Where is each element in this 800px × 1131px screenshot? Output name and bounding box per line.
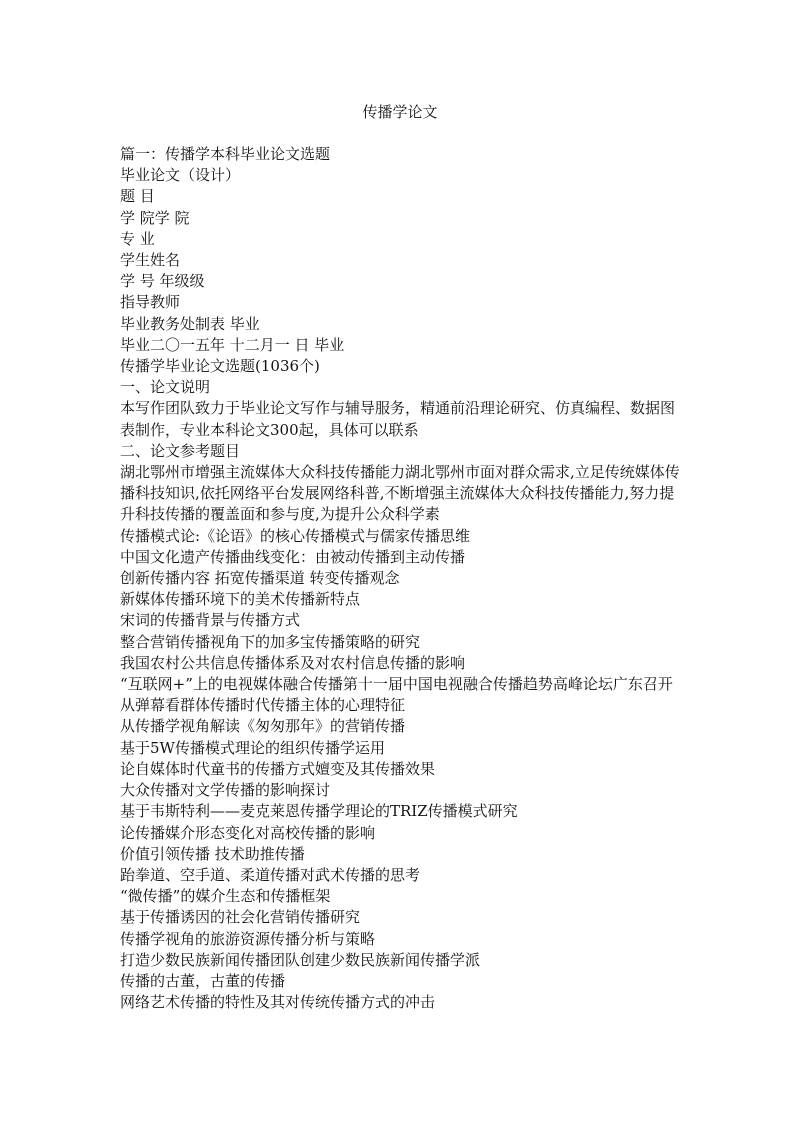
text-line: 指导教师 bbox=[120, 293, 181, 312]
topic-item: 打造少数民族新闻传播团队创建少数民族新闻传播学派 bbox=[120, 950, 481, 969]
topic-item: 基于5W传播模式理论的组织传播学运用 bbox=[120, 738, 385, 757]
section-heading: 一、论文说明 bbox=[120, 378, 211, 397]
text-line: 学生姓名 bbox=[120, 251, 181, 270]
topic-item: 我国农村公共信息传播体系及对农村信息传播的影响 bbox=[120, 653, 466, 672]
topic-item: 新媒体传播环境下的美术传播新特点 bbox=[120, 590, 361, 609]
section-heading: 篇一：传播学本科毕业论文选题 bbox=[120, 145, 331, 163]
topic-item: 传播的古董，古董的传播 bbox=[120, 971, 286, 990]
topic-item: 从传播学视角解读《匆匆那年》的营销传播 bbox=[120, 717, 406, 736]
topic-item: 传播学视角的旅游资源传播分析与策略 bbox=[120, 929, 376, 948]
document-title: 传播学论文 bbox=[362, 103, 438, 121]
topic-item: 宋词的传播背景与传播方式 bbox=[120, 611, 301, 630]
topic-item: 论传播媒介形态变化对高校传播的影响 bbox=[120, 823, 376, 842]
text-line: 毕业教务处制表 毕业 bbox=[120, 314, 260, 333]
topic-item: “互联网+”上的电视媒体融合传播第十一届中国电视融合传播趋势高峰论坛广东召开 bbox=[120, 675, 673, 694]
topic-item: 价值引领传播 技术助推传播 bbox=[120, 844, 305, 863]
topic-item: 湖北鄂州市增强主流媒体大众科技传播能力湖北鄂州市面对群众需求,立足传统媒体传播科技知识,依托网络平台发展网络科普,不断增强主流媒体大众科技传播能力,努力提升科技传播的覆盖面和参与度,为提升公众科学素 bbox=[120, 463, 680, 524]
topic-item: 中国文化遗产传播曲线变化：由被动传播到主动传播 bbox=[120, 547, 466, 566]
topic-item: 整合营销传播视角下的加多宝传播策略的研究 bbox=[120, 632, 421, 651]
topic-item: 跆拳道、空手道、柔道传播对武术传播的思考 bbox=[120, 865, 421, 884]
text-line: 学 号 年级级 bbox=[120, 272, 205, 291]
topic-item: 创新传播内容 拓宽传播渠道 转变传播观念 bbox=[120, 569, 400, 588]
text-line: 毕业论文（设计） bbox=[120, 166, 241, 185]
topic-item: 基于传播诱因的社会化营销传播研究 bbox=[120, 908, 361, 927]
text-line: 题 目 bbox=[120, 187, 155, 206]
text-line: 学 院学 院 bbox=[120, 208, 190, 227]
text-line: 毕业二〇一五年 十二月一 日 毕业 bbox=[120, 335, 345, 354]
topic-item: 论自媒体时代童书的传播方式嬗变及其传播效果 bbox=[120, 759, 436, 778]
section-heading: 二、论文参考题目 bbox=[120, 441, 241, 460]
document-body bbox=[120, 144, 685, 1013]
topic-item: 从弹幕看群体传播时代传播主体的心理特征 bbox=[120, 696, 406, 715]
topic-item: 网络艺术传播的特性及其对传统传播方式的冲击 bbox=[120, 993, 436, 1012]
topic-item: 大众传播对文学传播的影响探讨 bbox=[120, 781, 331, 800]
paragraph: 本写作团队致力于毕业论文写作与辅导服务，精通前沿理论研究、仿真编程、数据图表制作，专业本科论文300起，具体可以联系 bbox=[120, 399, 676, 439]
text-line: 专 业 bbox=[120, 229, 155, 248]
topic-item: 传播模式论:《论语》的核心传播模式与儒家传播思维 bbox=[120, 526, 471, 545]
topic-item: 基于韦斯特利——麦克莱恩传播学理论的TRIZ传播模式研究 bbox=[120, 802, 518, 821]
text-line: 传播学毕业论文选题(1036个) bbox=[120, 357, 320, 376]
topic-item: “微传播”的媒介生态和传播框架 bbox=[120, 887, 331, 906]
